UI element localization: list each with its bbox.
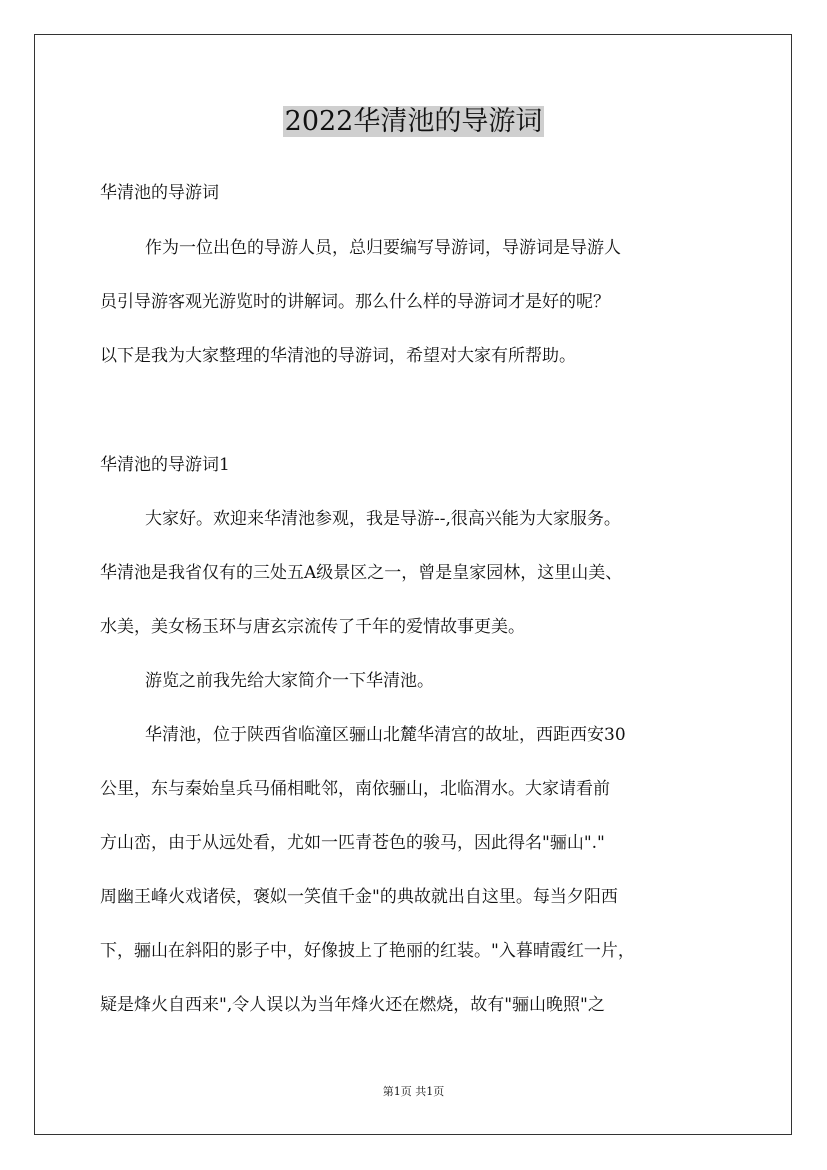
paragraph-line: 公里，东与秦始皇兵马俑相毗邻，南依骊山，北临渭水。大家请看前 <box>100 779 610 799</box>
section-heading: 华清池的导游词1 <box>100 455 230 475</box>
page-footer: 第1页 共1页 <box>382 1085 445 1098</box>
paragraph-line: 以下是我为大家整理的华清池的导游词，希望对大家有所帮助。 <box>100 346 576 366</box>
paragraph-line: 方山峦，由于从远处看，尤如一匹青苍色的骏马，因此得名"骊山"." <box>100 833 605 853</box>
paragraph-line: 华清池是我省仅有的三处五A级景区之一，曾是皇家园林，这里山美、 <box>100 563 623 583</box>
paragraph-line: 大家好。欢迎来华清池参观，我是导游--,很高兴能为大家服务。 <box>145 509 621 529</box>
paragraph-line: 游览之前我先给大家简介一下华清池。 <box>145 671 434 691</box>
paragraph-line: 下，骊山在斜阳的影子中，好像披上了艳丽的红装。"入暮晴霞红一片， <box>100 941 635 961</box>
section-heading: 华清池的导游词 <box>100 183 219 203</box>
paragraph-line: 作为一位出色的导游人员，总归要编写导游词，导游词是导游人 <box>145 238 621 258</box>
document-title-text: 2022华清池的导游词 <box>284 106 543 137</box>
paragraph-line: 华清池，位于陕西省临潼区骊山北麓华清宫的故址，西距西安30 <box>145 725 626 745</box>
paragraph-line: 水美，美女杨玉环与唐玄宗流传了千年的爱情故事更美。 <box>100 617 525 637</box>
document-title <box>0 104 827 140</box>
paragraph-line: 周幽王峰火戏诸侯，褒姒一笑值千金"的典故就出自这里。每当夕阳西 <box>100 887 618 907</box>
paragraph-line: 员引导游客观光游览时的讲解词。那么什么样的导游词才是好的呢？ <box>100 292 610 312</box>
paragraph-line: 疑是烽火自西来",令人误以为当年烽火还在燃烧，故有"骊山晚照"之 <box>100 995 605 1015</box>
